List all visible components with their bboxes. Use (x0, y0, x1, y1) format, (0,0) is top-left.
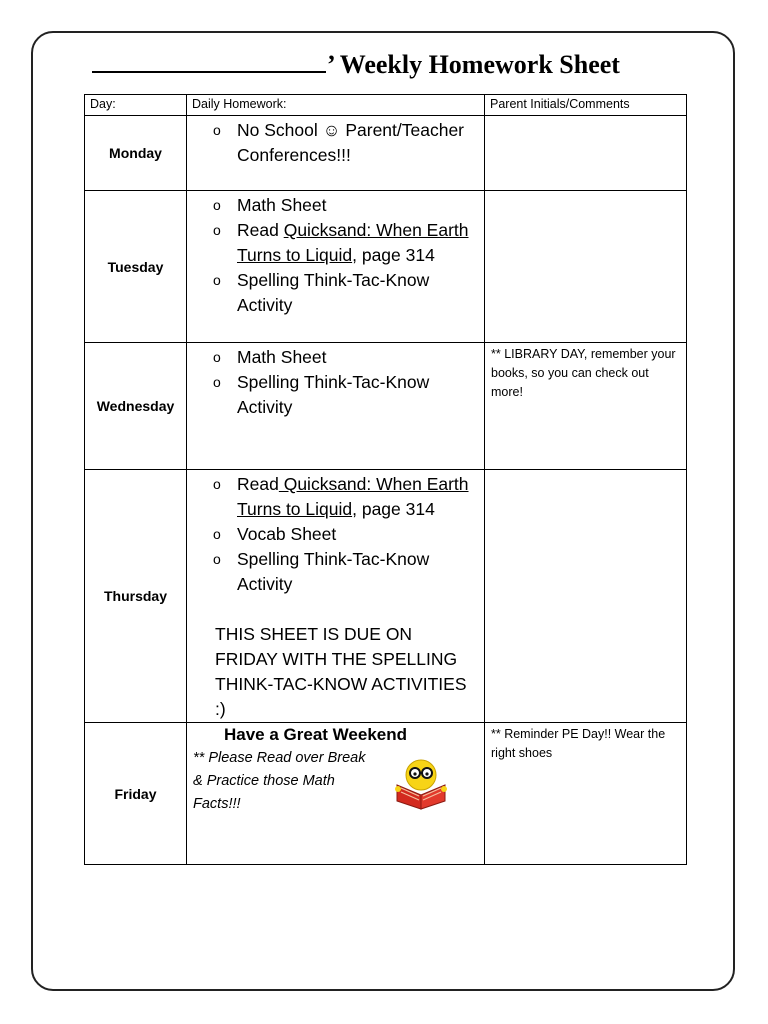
list-item-text: Spelling Think-Tac-Know Activity (237, 549, 430, 594)
list-item (213, 268, 478, 318)
weekend-heading: Have a Great Weekend (224, 725, 407, 744)
table-header-row (85, 95, 687, 116)
book-title: Quicksand: When Earth Turns to Liquid (237, 474, 469, 519)
header-day: Day: (85, 95, 187, 116)
list-item (213, 370, 478, 420)
comment-wednesday (485, 343, 687, 470)
list-item-text: Read (237, 474, 279, 494)
list-item-text: Spelling Think-Tac-Know Activity (237, 372, 430, 417)
name-blank-line (92, 49, 326, 73)
list-item (213, 547, 478, 597)
list-item-text: Read (237, 220, 284, 240)
table-row-tuesday (85, 191, 687, 343)
list-item-text: , page 314 (352, 245, 435, 265)
day-label-friday: Friday (85, 723, 187, 865)
day-label-tuesday: Tuesday (85, 191, 187, 343)
list-item (213, 193, 478, 218)
page-title (92, 48, 692, 82)
list-item (213, 345, 478, 370)
friday-body (187, 747, 484, 847)
list-item-text: Math Sheet (237, 347, 327, 367)
comment-friday (485, 723, 687, 865)
day-label-monday: Monday (85, 116, 187, 191)
list-item-text: Spelling Think-Tac-Know Activity (237, 270, 430, 315)
homework-table (84, 94, 687, 865)
bullet-icon: o (213, 122, 221, 138)
day-label-wednesday: Wednesday (85, 343, 187, 470)
list-item (213, 218, 478, 268)
list-item (213, 472, 478, 522)
bullet-icon: o (213, 349, 221, 365)
table-row-monday (85, 116, 687, 191)
table-row-friday (85, 723, 687, 865)
smiley-reading-book-icon (391, 755, 451, 811)
comment-text: ** LIBRARY DAY, remember your books, so you can check out more! (491, 347, 676, 399)
comment-text: ** Reminder PE Day!! Wear the right shoes (491, 727, 666, 760)
header-daily-homework: Daily Homework: (187, 95, 485, 116)
list-item-text: No School ☺ Parent/Teacher Conferences!!! (237, 120, 465, 165)
homework-monday (187, 116, 485, 191)
bullet-icon: o (213, 272, 221, 288)
bullet-icon: o (213, 526, 221, 542)
bullet-icon: o (213, 197, 221, 213)
day-label-thursday: Thursday (85, 470, 187, 723)
list-item-text: , page 314 (352, 499, 435, 519)
book-title: Quicksand: When Earth Turns to Liquid (237, 220, 469, 265)
comment-tuesday (485, 191, 687, 343)
homework-wednesday (187, 343, 485, 470)
due-note: THIS SHEET IS DUE ON FRIDAY WITH THE SPELLING THINK-TAC-KNOW ACTIVITIES :) (215, 624, 467, 719)
friday-message: ** Please Read over Break & Practice those Math Facts!!! (193, 750, 366, 812)
homework-thursday (187, 470, 485, 723)
bullet-icon: o (213, 374, 221, 390)
list-item (213, 118, 478, 168)
homework-friday (187, 723, 485, 865)
comment-thursday (485, 470, 687, 723)
list-item (213, 522, 478, 547)
title-text: ’ Weekly Homework Sheet (327, 50, 620, 79)
homework-tuesday (187, 191, 485, 343)
table-row-wednesday (85, 343, 687, 470)
bullet-icon: o (213, 222, 221, 238)
bullet-icon: o (213, 476, 221, 492)
bullet-icon: o (213, 551, 221, 567)
comment-monday (485, 116, 687, 191)
header-parent-comments: Parent Initials/Comments (485, 95, 687, 116)
list-item-text: Math Sheet (237, 195, 327, 215)
list-item-text: Vocab Sheet (237, 524, 337, 544)
table-row-thursday (85, 470, 687, 723)
